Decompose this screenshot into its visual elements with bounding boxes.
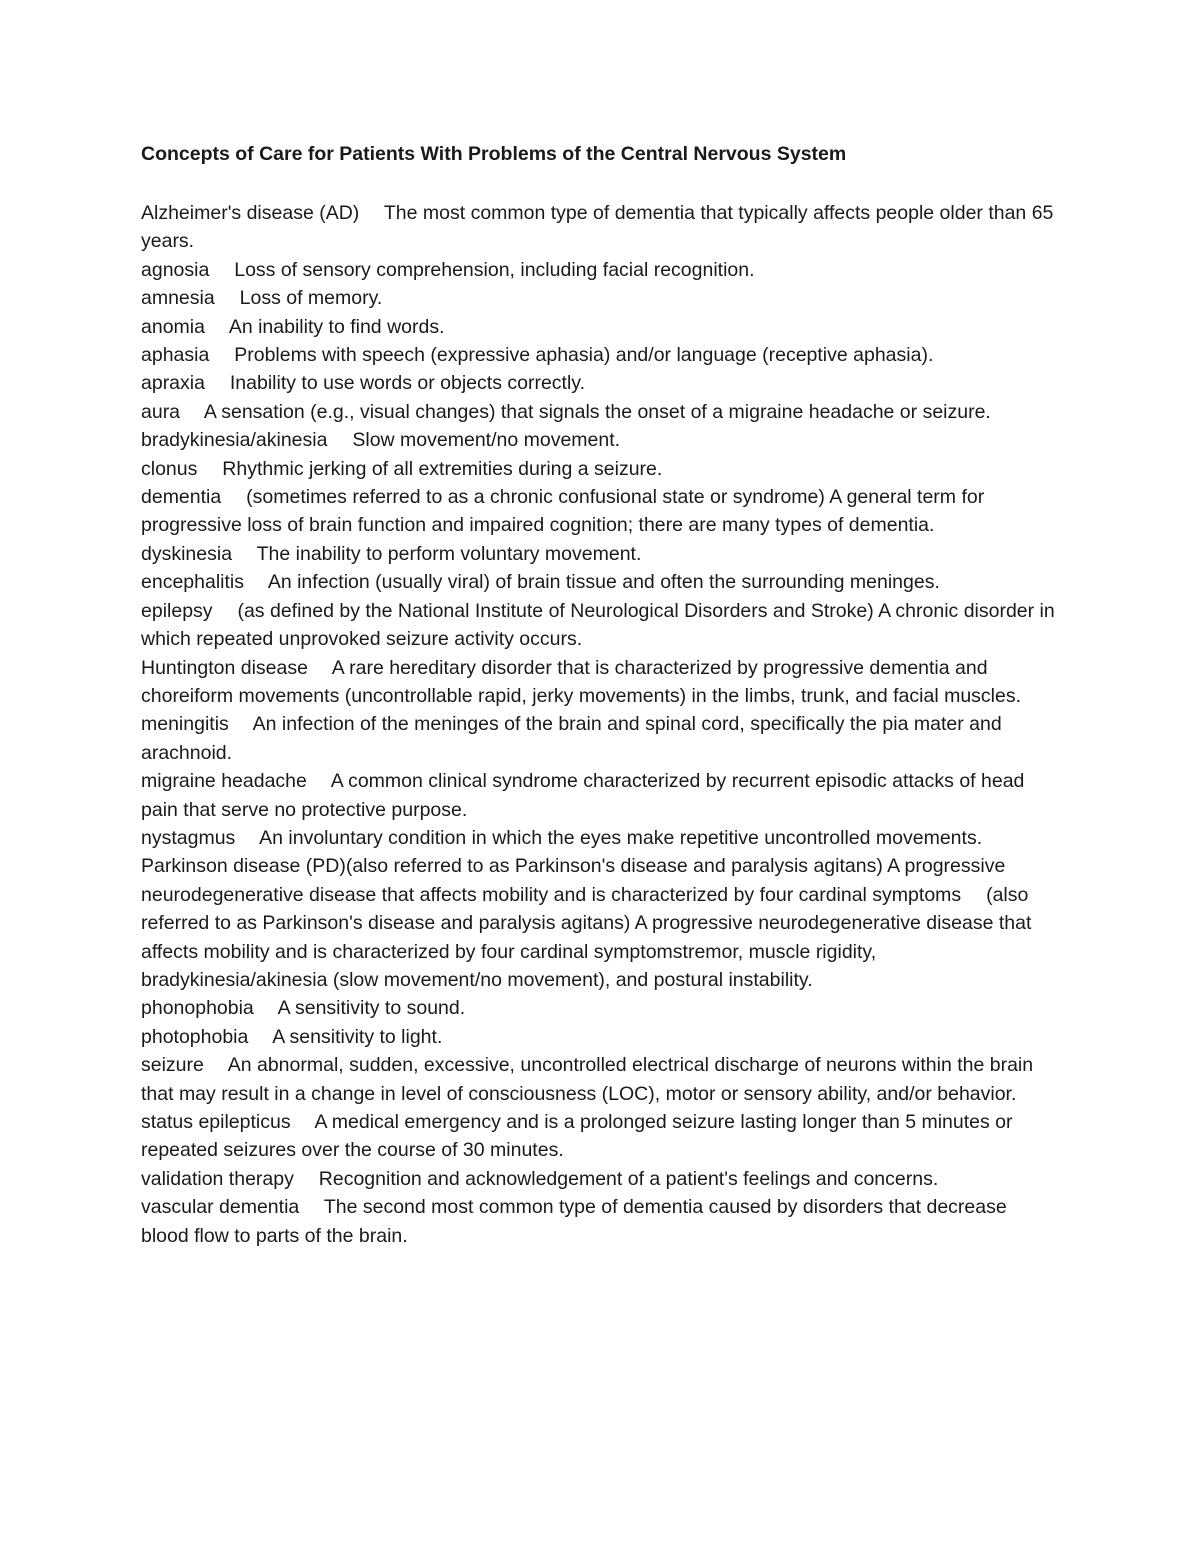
term-separator (209, 259, 234, 281)
term-separator (307, 770, 331, 792)
glossary-entry (141, 1051, 1056, 1108)
glossary-term: aphasia (141, 344, 210, 367)
glossary-entry (141, 313, 1056, 341)
glossary-entry (141, 852, 1056, 994)
glossary-term: vascular dementia (141, 1196, 300, 1219)
glossary-term: photophobia (141, 1025, 249, 1048)
term-separator (961, 884, 986, 906)
glossary-entry (141, 369, 1056, 397)
glossary-definition: The inability to perform voluntary movement. (256, 542, 642, 565)
term-separator (205, 372, 230, 394)
glossary-list (141, 199, 1056, 1250)
glossary-definition: (sometimes referred to as a chronic confusional state or syndrome) A general term for progressive loss of brain function and impaired cognition; there are many types of dementia. (141, 486, 985, 537)
glossary-entry (141, 1165, 1056, 1193)
glossary-term: seizure (141, 1054, 204, 1077)
term-separator (294, 1168, 319, 1190)
glossary-entry (141, 597, 1056, 654)
glossary-definition: The most common type of dementia that typically affects people older than 65 years. (141, 202, 1054, 253)
glossary-term: encephalitis (141, 571, 244, 594)
glossary-definition: An inability to find words. (228, 315, 445, 338)
glossary-definition: The second most common type of dementia caused by disorders that decrease blood flow to parts of the brain. (141, 1196, 1007, 1247)
glossary-term: anomia (141, 315, 205, 338)
term-separator (359, 202, 384, 224)
glossary-definition: An abnormal, sudden, excessive, uncontrolled electrical discharge of neurons within the brain that may result in a change in level of consciousness (LOC), motor or sensory ability, and/or behavior. (141, 1054, 1034, 1105)
document-title: Concepts of Care for Patients With Problems of the Central Nervous System (141, 143, 847, 165)
term-separator (308, 657, 332, 679)
term-separator (221, 486, 246, 508)
glossary-entry (141, 654, 1056, 711)
glossary-definition: A common clinical syndrome characterized by recurrent episodic attacks of head pain that serve no protective purpose. (141, 770, 1025, 821)
term-separator (244, 571, 268, 593)
glossary-definition: Recognition and acknowledgement of a patient's feelings and concerns. (318, 1167, 939, 1190)
glossary-term: clonus (141, 457, 198, 480)
glossary-term: Alzheimer's disease (AD) (141, 202, 360, 224)
glossary-entry (141, 767, 1056, 824)
glossary-entry (141, 1108, 1056, 1165)
glossary-entry (141, 568, 1056, 596)
term-separator (197, 458, 222, 480)
glossary-definition: A rare hereditary disorder that is characterized by progressive dementia and choreiform movements (uncontrollable rapid, jerky movements) in the limbs, trunk, and facial muscles. (141, 656, 1022, 707)
term-separator (291, 1111, 315, 1133)
glossary-entry (141, 284, 1056, 312)
glossary-entry (141, 455, 1056, 483)
term-separator (248, 1026, 272, 1048)
glossary-term: Huntington disease (141, 656, 308, 679)
glossary-term: amnesia (141, 287, 215, 310)
glossary-term: phonophobia (141, 997, 254, 1020)
term-separator (229, 713, 253, 735)
term-separator (254, 997, 278, 1019)
glossary-term: dementia (141, 486, 222, 509)
glossary-definition: A medical emergency and is a prolonged seizure lasting longer than 5 minutes or repeated seizures over the course of 30 minutes. (141, 1111, 1013, 1162)
glossary-entry (141, 540, 1056, 568)
glossary-definition: An infection (usually viral) of brain tissue and often the surrounding meninges. (267, 571, 940, 594)
glossary-definition: Rhythmic jerking of all extremities during a seizure. (222, 457, 663, 480)
glossary-term: validation therapy (141, 1167, 294, 1190)
glossary-entry (141, 824, 1056, 852)
glossary-definition: A sensation (e.g., visual changes) that signals the onset of a migraine headache or seizure. (203, 400, 991, 423)
document-content (141, 139, 1056, 1250)
glossary-definition: An infection of the meninges of the brain and spinal cord, specifically the pia mater and arachnoid. (141, 713, 1002, 764)
glossary-entry (141, 199, 1056, 256)
glossary-term: status epilepticus (141, 1111, 291, 1133)
glossary-term: Parkinson disease (PD)(also referred to as Parkinson's disease and paralysis agitans) A progressive neurodegenerative disease that affects mobility and is characterized by four cardinal symptoms (141, 855, 1011, 906)
glossary-definition: Loss of memory. (239, 287, 383, 310)
glossary-term: meningitis (141, 713, 229, 736)
glossary-definition: Problems with speech (expressive aphasia) and/or language (receptive aphasia). (234, 344, 934, 367)
glossary-definition: An involuntary condition in which the eyes make repetitive uncontrolled movements. (259, 826, 983, 849)
glossary-entry (141, 426, 1056, 454)
glossary-term: nystagmus (141, 826, 236, 849)
glossary-term: apraxia (141, 372, 205, 395)
term-separator (205, 316, 229, 338)
term-separator (299, 1196, 324, 1218)
term-separator (213, 600, 238, 622)
term-separator (204, 1054, 228, 1076)
glossary-entry (141, 341, 1056, 369)
glossary-entry (141, 1023, 1056, 1051)
term-separator (180, 401, 204, 423)
glossary-entry (141, 256, 1056, 284)
glossary-entry (141, 483, 1056, 540)
glossary-definition: Slow movement/no movement. (352, 429, 621, 452)
term-separator (327, 429, 352, 451)
glossary-term: epilepsy (141, 599, 213, 622)
glossary-term: bradykinesia/akinesia (141, 429, 328, 452)
glossary-entry (141, 1193, 1056, 1250)
glossary-definition: (as defined by the National Institute of Neurological Disorders and Stroke) A chronic disorder in which repeated unprovoked seizure activity occurs. (141, 599, 1055, 651)
glossary-term: migraine headache (141, 770, 307, 793)
glossary-term: dyskinesia (141, 542, 233, 565)
glossary-term: agnosia (141, 258, 210, 281)
term-separator (215, 287, 240, 309)
glossary-entry (141, 710, 1056, 767)
glossary-definition: (also referred to as Parkinson's disease and paralysis agitans) A progressive neurodegenerative disease that affects mobility and is characterized by four cardinal symptomstremor, muscle rigidity, bradykinesia/akinesia (slow movement/no movement), and postural instability. (141, 883, 1032, 991)
glossary-definition: Inability to use words or objects correctly. (229, 372, 586, 395)
glossary-entry (141, 398, 1056, 426)
glossary-term: aura (141, 400, 181, 423)
term-separator (232, 543, 257, 565)
glossary-definition: A sensitivity to sound. (277, 997, 466, 1020)
term-separator (235, 827, 259, 849)
glossary-definition: Loss of sensory comprehension, including facial recognition. (234, 258, 755, 281)
glossary-entry (141, 994, 1056, 1022)
glossary-definition: A sensitivity to light. (272, 1025, 443, 1048)
term-separator (209, 344, 234, 366)
